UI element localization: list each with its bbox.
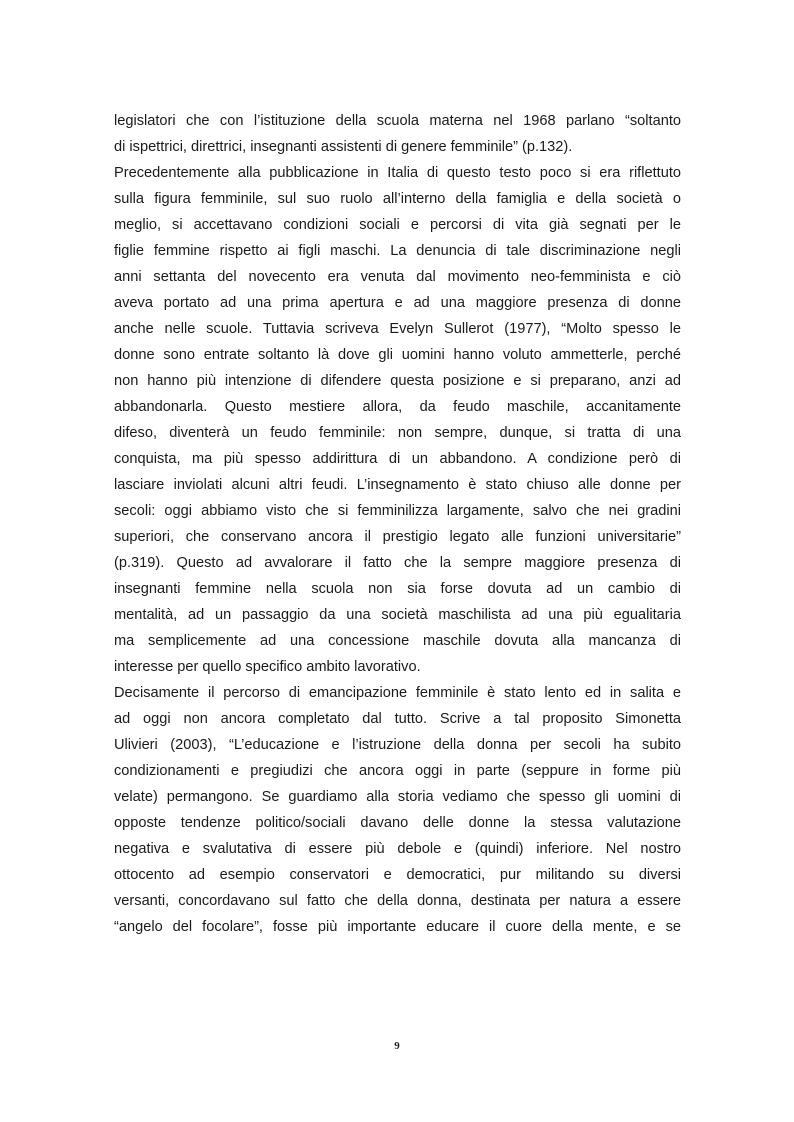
text-line: interesse per quello specifico ambito lavorativo. [114,659,421,675]
text-line: non hanno più intenzione di difendere questa posizione e si preparano, anzi ad [114,373,681,389]
text-line: anche nelle scuole. Tuttavia scriveva Evelyn Sullerot (1977), “Molto spesso le [114,321,681,337]
text-line: figlie femmine rispetto ai figli maschi. La denuncia di tale discriminazione negli [114,243,681,259]
text-line: Decisamente il percorso di emancipazione femminile è stato lento ed in salita e [114,685,681,701]
text-line: abbandonarla. Questo mestiere allora, da feudo maschile, accanitamente [114,399,681,415]
text-line: legislatori che con l’istituzione della scuola materna nel 1968 parlano “soltanto [114,113,681,129]
text-line: superiori, che conservano ancora il prestigio legato alle funzioni universitarie” [114,529,681,545]
page-number: 9 [394,1040,400,1052]
body-text [114,108,681,940]
text-line: mentalità, ad un passaggio da una società maschilista ad una più egualitaria [114,607,681,623]
text-line: aveva portato ad una prima apertura e ad una maggiore presenza di donne [114,295,681,311]
text-line: secoli: oggi abbiamo visto che si femminilizza largamente, salvo che nei gradini [114,503,681,519]
text-line: insegnanti femmine nella scuola non sia forse dovuta ad un cambio di [114,581,681,597]
text-line: ma semplicemente ad una concessione maschile dovuta alla mancanza di [114,633,681,649]
text-line: Precedentemente alla pubblicazione in Italia di questo testo poco si era riflettuto [114,165,681,181]
text-line: Ulivieri (2003), “L’educazione e l’istruzione della donna per secoli ha subito [114,737,681,753]
text-line: velate) permangono. Se guardiamo alla storia vediamo che spesso gli uomini di [114,789,681,805]
text-line: “angelo del focolare”, fosse più importante educare il cuore della mente, e se [114,919,681,935]
text-line: negativa e svalutativa di essere più debole e (quindi) inferiore. Nel nostro [114,841,681,857]
text-line: anni settanta del novecento era venuta dal movimento neo-femminista e ciò [114,269,681,285]
text-line: ottocento ad esempio conservatori e democratici, pur militando su diversi [114,867,681,883]
text-line: meglio, si accettavano condizioni sociali e percorsi di vita già segnati per le [114,217,681,233]
text-line: difeso, diventerà un feudo femminile: non sempre, dunque, si tratta di una [114,425,681,441]
text-line: condizionamenti e pregiudizi che ancora oggi in parte (seppure in forme più [114,763,681,779]
text-line: donne sono entrate soltanto là dove gli uomini hanno voluto ammetterle, perché [114,347,681,363]
text-line: conquista, ma più spesso addirittura di un abbandono. A condizione però di [114,451,681,467]
text-line: opposte tendenze politico/sociali davano delle donne la stessa valutazione [114,815,681,831]
text-line: di ispettrici, direttrici, insegnanti assistenti di genere femminile” (p.132). [114,139,573,155]
text-line: ad oggi non ancora completato dal tutto. Scrive a tal proposito Simonetta [114,711,681,727]
text-line: sulla figura femminile, sul suo ruolo all’interno della famiglia e della società o [114,191,681,207]
text-line: lasciare inviolati alcuni altri feudi. L’insegnamento è stato chiuso alle donne per [114,477,681,493]
text-line: versanti, concordavano sul fatto che della donna, destinata per natura a essere [114,893,681,909]
text-line: (p.319). Questo ad avvalorare il fatto che la sempre maggiore presenza di [114,555,681,571]
